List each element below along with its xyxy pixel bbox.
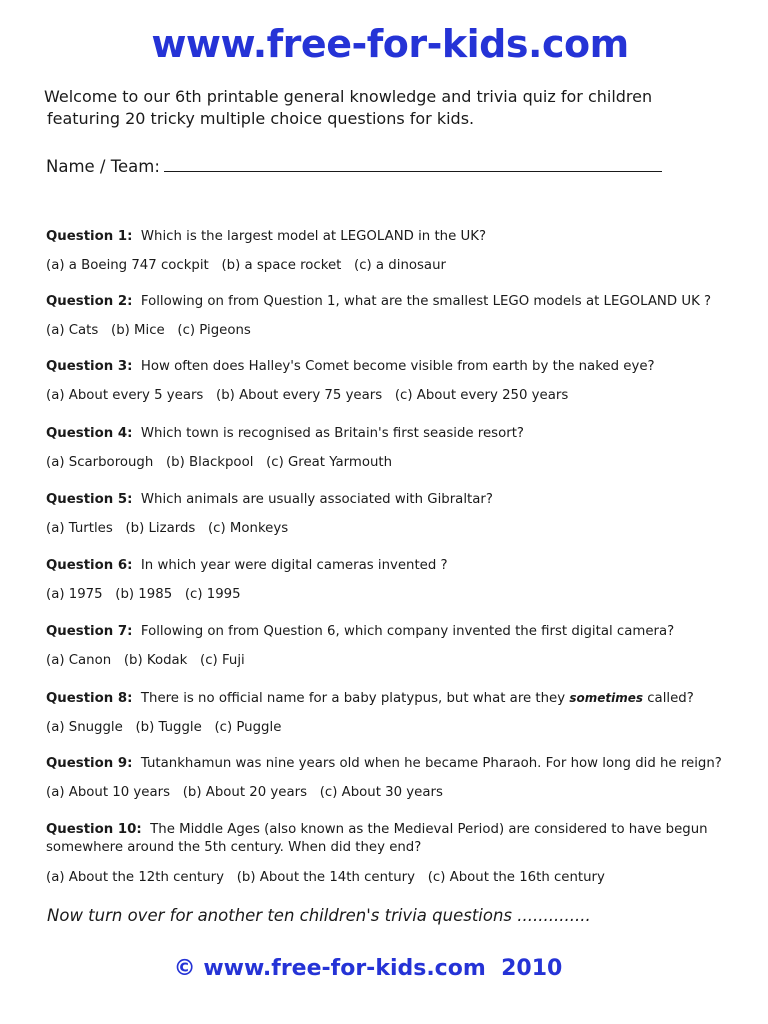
footer-copyright: © www.free-for-kids.com 2010 xyxy=(173,956,563,981)
question-1 xyxy=(46,228,736,275)
question-answers: (a) 1975 (b) 1985 (c) 1995 xyxy=(46,587,241,602)
question-answers: (a) Turtles (b) Lizards (c) Monkeys xyxy=(46,521,289,536)
question-label: Question 8: xyxy=(46,691,133,706)
question-label: Question 4: xyxy=(46,426,133,441)
question-7 xyxy=(46,623,736,670)
question-answers: (a) About the 12th century (b) About the 14th century (c) About the 16th century xyxy=(46,870,605,885)
question-label: Question 7: xyxy=(46,624,133,639)
question-label: Question 2: xyxy=(46,294,133,309)
name-team-blank-line[interactable] xyxy=(164,155,662,172)
site-header-title: www.free-for-kids.com xyxy=(151,22,629,66)
intro-line-2: featuring 20 tricky multiple choice questions for kids. xyxy=(47,109,475,128)
question-3 xyxy=(46,358,736,405)
question-answers: (a) Scarborough (b) Blackpool (c) Great Yarmouth xyxy=(46,455,393,470)
question-text: Which is the largest model at LEGOLAND in the UK? xyxy=(140,229,487,244)
question-9 xyxy=(46,755,736,802)
question-label: Question 10: xyxy=(46,822,142,837)
question-label: Question 9: xyxy=(46,756,133,771)
question-6 xyxy=(46,557,736,604)
question-text-emphasis: sometimes xyxy=(569,691,643,705)
question-8 xyxy=(46,689,736,737)
question-text: Following on from Question 6, which company invented the first digital camera? xyxy=(140,624,675,639)
question-text: The Middle Ages (also known as the Medieval Period) are considered to have begun somewhere around the 5th century. When did they end? xyxy=(46,822,708,855)
question-text: How often does Halley's Comet become visible from earth by the naked eye? xyxy=(140,359,655,374)
intro-line-1: Welcome to our 6th printable general knowledge and trivia quiz for children xyxy=(44,87,653,106)
question-label: Question 6: xyxy=(46,558,133,573)
name-team-label: Name / Team: xyxy=(46,157,160,176)
intro-paragraph xyxy=(44,86,724,130)
question-10 xyxy=(46,821,736,887)
question-label: Question 5: xyxy=(46,492,133,507)
question-text: Following on from Question 1, what are the smallest LEGO models at LEGOLAND UK ? xyxy=(140,294,712,309)
question-text: In which year were digital cameras invented ? xyxy=(140,558,448,573)
question-answers: (a) Snuggle (b) Tuggle (c) Puggle xyxy=(46,720,282,735)
name-team-field xyxy=(46,155,662,176)
question-text: Tutankhamun was nine years old when he became Pharaoh. For how long did he reign? xyxy=(140,756,722,771)
question-answers: (a) Canon (b) Kodak (c) Fuji xyxy=(46,653,245,668)
question-2 xyxy=(46,293,736,340)
question-5 xyxy=(46,491,736,538)
question-text: Which town is recognised as Britain's first seaside resort? xyxy=(140,426,524,441)
question-text-after: called? xyxy=(647,691,694,706)
question-label: Question 3: xyxy=(46,359,133,374)
question-answers: (a) a Boeing 747 cockpit (b) a space rocket (c) a dinosaur xyxy=(46,258,446,273)
question-text-before: There is no official name for a baby platypus, but what are they xyxy=(140,691,566,706)
question-text: Which animals are usually associated with Gibraltar? xyxy=(140,492,493,507)
turn-over-note: Now turn over for another ten children's trivia questions .............. xyxy=(47,906,591,925)
question-answers: (a) Cats (b) Mice (c) Pigeons xyxy=(46,323,251,338)
question-4 xyxy=(46,425,736,472)
question-label: Question 1: xyxy=(46,229,133,244)
question-answers: (a) About every 5 years (b) About every 75 years (c) About every 250 years xyxy=(46,388,569,403)
question-answers: (a) About 10 years (b) About 20 years (c) About 30 years xyxy=(46,785,443,800)
